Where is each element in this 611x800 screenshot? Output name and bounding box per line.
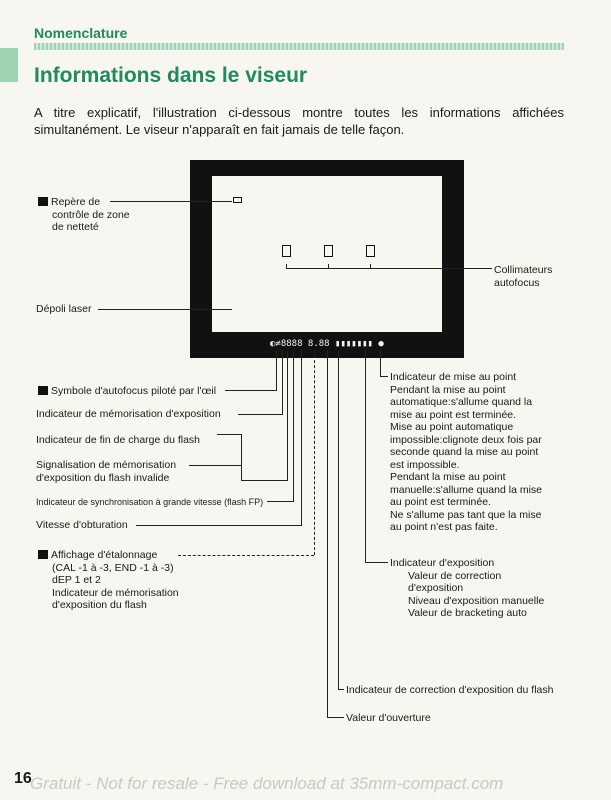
leader-dashed xyxy=(178,555,314,556)
leader-line xyxy=(338,350,339,690)
ae-lock-label: Indicateur de mémorisation d'exposition xyxy=(36,408,221,420)
leader-line xyxy=(241,480,287,481)
focus-zone-mark xyxy=(233,197,242,203)
leader-line xyxy=(189,465,241,466)
leader-line xyxy=(276,350,277,391)
flash-ready-label: Indicateur de fin de charge du flash xyxy=(36,434,201,446)
leader-line xyxy=(327,717,344,718)
af-point-right xyxy=(366,245,375,257)
leader-line xyxy=(282,350,283,415)
leader-line xyxy=(286,268,492,269)
bullet-icon xyxy=(38,550,48,559)
leader-line xyxy=(293,350,294,502)
leader-line xyxy=(136,525,301,526)
bullet-icon xyxy=(38,197,48,206)
leader-line xyxy=(267,501,293,502)
leader-line xyxy=(238,414,282,415)
exposure-label: Indicateur d'exposition Valeur de correction d'exposition Niveau d'exposition manuelle Valeur de bracketing auto xyxy=(390,557,545,619)
shutter-label: Vitesse d'obturation xyxy=(36,519,128,531)
leader-line xyxy=(327,350,328,718)
focus-zone-label: Repère de contrôle de zone de netteté xyxy=(38,196,130,234)
af-point-left xyxy=(282,245,291,257)
leader-line xyxy=(338,689,344,690)
flash-comp-label: Indicateur de correction d'exposition du flash xyxy=(346,684,554,696)
side-tab xyxy=(0,48,18,82)
leader-line xyxy=(110,201,232,202)
flash-invalid-label: Signalisation de mémorisation d'exposition du flash invalide xyxy=(36,459,177,484)
leader-line xyxy=(287,350,288,481)
page-number: 16 xyxy=(14,770,32,787)
intro-paragraph: A titre explicatif, l'illustration ci-dessous montre toutes les informations affichées simultanément. Le viseur n'apparaît en fait jamais de telle façon. xyxy=(34,105,564,137)
leader-line xyxy=(380,350,381,377)
watermark: Gratuit - Not for resale - Free download at 35mm-compact.com xyxy=(30,774,504,793)
leader-line xyxy=(217,434,241,435)
leader-line xyxy=(301,350,302,526)
viewfinder-readout: ◐≠8888 8.88 ▮▮▮▮▮▮▮ ● xyxy=(270,339,384,349)
viewfinder-frame xyxy=(190,160,464,358)
bullet-icon xyxy=(38,386,48,395)
af-points-label: Collimateurs autofocus xyxy=(494,264,553,289)
laser-screen-label: Dépoli laser xyxy=(36,303,92,315)
leader-dashed xyxy=(314,350,315,555)
calibration-label: Affichage d'étalonnage (CAL -1 à -3, END -1 à -3) dEP 1 et 2 Indicateur de mémorisation d'exposition du flash xyxy=(38,549,179,612)
page-title: Informations dans le viseur xyxy=(34,64,308,87)
leader-line xyxy=(98,309,232,310)
hss-label: Indicateur de synchronisation à grande vitesse (flash FP) xyxy=(36,497,264,507)
aperture-label: Valeur d'ouverture xyxy=(346,712,431,724)
header-rule xyxy=(34,43,564,50)
af-point-center xyxy=(324,245,333,257)
leader-line xyxy=(365,562,388,563)
leader-line xyxy=(380,376,388,377)
leader-line xyxy=(241,434,242,481)
focus-indicator-label: Indicateur de mise au point Pendant la mise au point automatique:s'allume quand la mise au point est terminée. Mise au point automatique impossible:clignote deux fois par seconde quand la mise au point est impossible. Pendant la mise au point manuelle:s'allume quand la mise au point est terminée. Ne s'allume pas tant que la mise au point n'est pas faite. xyxy=(390,371,543,533)
eye-af-label: Symbole d'autofocus piloté par l'œil xyxy=(38,385,216,398)
leader-line xyxy=(225,390,276,391)
leader-line xyxy=(365,350,366,563)
section-heading: Nomenclature xyxy=(34,25,128,41)
